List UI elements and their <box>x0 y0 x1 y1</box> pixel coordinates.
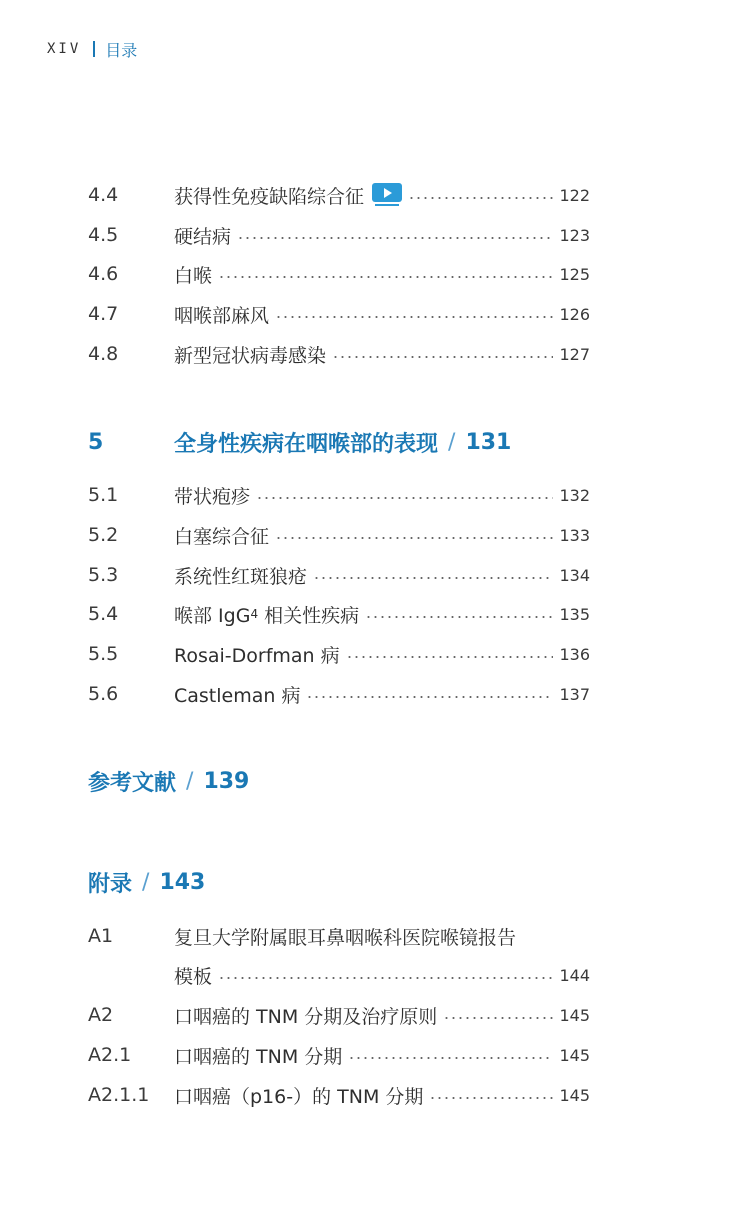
leader-dots <box>237 237 553 239</box>
leader-dots <box>313 577 553 579</box>
entry-page: 126 <box>559 304 590 324</box>
entry-number: A2.1.1 <box>88 1084 150 1106</box>
entry-page: 133 <box>559 525 590 545</box>
header-title: 目录 <box>105 40 138 60</box>
toc-entry-5-2[interactable] <box>88 520 590 550</box>
entry-page: 132 <box>559 485 590 505</box>
toc-entry-4-4[interactable] <box>88 180 590 210</box>
toc-entry-5-3[interactable] <box>88 560 590 590</box>
toc-entry-a2[interactable] <box>88 1000 590 1030</box>
entry-number: 5.3 <box>88 564 119 586</box>
entry-title: 硬结病 <box>174 225 232 248</box>
leader-dots <box>218 977 553 979</box>
chapter-number: 5 <box>88 429 104 455</box>
entry-title: 口咽癌的 TNM 分期 <box>174 1045 343 1068</box>
toc-entry-a2-1-1[interactable] <box>88 1080 590 1110</box>
chapter-separator: / <box>448 429 456 455</box>
toc-entry-4-7[interactable] <box>88 299 590 329</box>
entry-page: 125 <box>559 264 590 284</box>
leader-dots <box>306 696 553 698</box>
entry-title <box>174 182 402 209</box>
appendix-page: 143 <box>159 869 206 895</box>
entry-number: 4.6 <box>88 263 119 285</box>
entry-page: 123 <box>559 225 590 245</box>
entry-title <box>174 601 359 628</box>
header-page-number: XIV <box>47 41 82 57</box>
entry-title: Castleman 病 <box>174 684 301 707</box>
leader-dots <box>332 356 553 358</box>
header-divider <box>93 41 95 57</box>
leader-dots <box>275 537 553 539</box>
leader-dots <box>348 1057 553 1059</box>
entry-title-pre: 喉部 IgG <box>174 604 251 627</box>
entry-title: 白塞综合征 <box>174 525 270 548</box>
leader-dots <box>408 197 553 199</box>
entry-page: 145 <box>559 1005 590 1025</box>
toc-entry-4-5[interactable] <box>88 220 590 250</box>
entry-number: 5.4 <box>88 603 119 625</box>
entry-page: 122 <box>559 185 590 205</box>
entry-title: 咽喉部麻风 <box>174 304 270 327</box>
entry-number: 5.6 <box>88 683 119 705</box>
entry-title-subscript: 4 <box>250 607 259 621</box>
leader-dots <box>346 656 554 658</box>
leader-dots <box>275 316 553 318</box>
toc-entry-4-6[interactable] <box>88 259 590 289</box>
chapter-title: 全身性疾病在咽喉部的表现 <box>174 431 439 457</box>
toc-entry-a2-1[interactable] <box>88 1040 590 1070</box>
entry-number: 4.4 <box>88 184 119 206</box>
entry-number: 4.5 <box>88 224 119 246</box>
toc-entry-5-4[interactable] <box>88 599 590 629</box>
entry-number: 4.7 <box>88 303 119 325</box>
entry-page: 137 <box>559 684 590 704</box>
toc-entry-5-5[interactable] <box>88 639 590 669</box>
entry-title: 复旦大学附属眼耳鼻咽喉科医院喉镜报告 <box>174 926 517 949</box>
references-heading[interactable] <box>88 765 249 797</box>
entry-title: 口咽癌（p16-）的 TNM 分期 <box>174 1085 424 1108</box>
appendix-title: 附录 <box>88 871 133 897</box>
entry-page: 134 <box>559 565 590 585</box>
leader-dots <box>365 616 553 618</box>
entry-page: 127 <box>559 344 590 364</box>
entry-number: 5.5 <box>88 643 119 665</box>
chapter-page: 131 <box>465 429 512 455</box>
entry-title: Rosai-Dorfman 病 <box>174 644 340 667</box>
entry-number: 5.2 <box>88 524 119 546</box>
entry-title: 新型冠状病毒感染 <box>174 344 327 367</box>
entry-page: 135 <box>559 604 590 624</box>
leader-dots <box>443 1017 553 1019</box>
leader-dots <box>256 497 553 499</box>
entry-title: 带状疱疹 <box>174 485 251 508</box>
appendix-heading[interactable] <box>88 866 205 898</box>
chapter-heading-5[interactable] <box>88 426 511 458</box>
toc-entry-a1[interactable] <box>88 921 590 951</box>
entry-title-text: 获得性免疫缺陷综合征 <box>174 185 365 208</box>
toc-entry-4-8[interactable] <box>88 339 590 369</box>
entry-number: 5.1 <box>88 484 119 506</box>
references-separator: / <box>186 768 194 794</box>
entry-number: A2 <box>88 1004 114 1026</box>
entry-title: 口咽癌的 TNM 分期及治疗原则 <box>174 1005 438 1028</box>
running-header <box>47 38 137 60</box>
entry-number: A2.1 <box>88 1044 132 1066</box>
entry-title-post: 相关性疾病 <box>258 604 360 627</box>
leader-dots <box>218 276 553 278</box>
entry-page: 145 <box>559 1085 590 1105</box>
entry-title: 白喉 <box>174 264 213 287</box>
references-page: 139 <box>203 768 250 794</box>
entry-page: 144 <box>559 965 590 985</box>
entry-number: A1 <box>88 925 114 947</box>
references-title: 参考文献 <box>88 770 177 796</box>
leader-dots <box>429 1097 553 1099</box>
entry-title-continued: 模板 <box>174 965 213 988</box>
toc-entry-a1-continued[interactable] <box>174 960 590 990</box>
entry-number: 4.8 <box>88 343 119 365</box>
entry-page: 145 <box>559 1045 590 1065</box>
toc-entry-5-6[interactable] <box>88 679 590 709</box>
entry-page: 136 <box>559 644 590 664</box>
entry-title: 系统性红斑狼疮 <box>174 565 308 588</box>
video-icon[interactable] <box>372 183 402 207</box>
appendix-separator: / <box>142 869 150 895</box>
toc-entry-5-1[interactable] <box>88 480 590 510</box>
